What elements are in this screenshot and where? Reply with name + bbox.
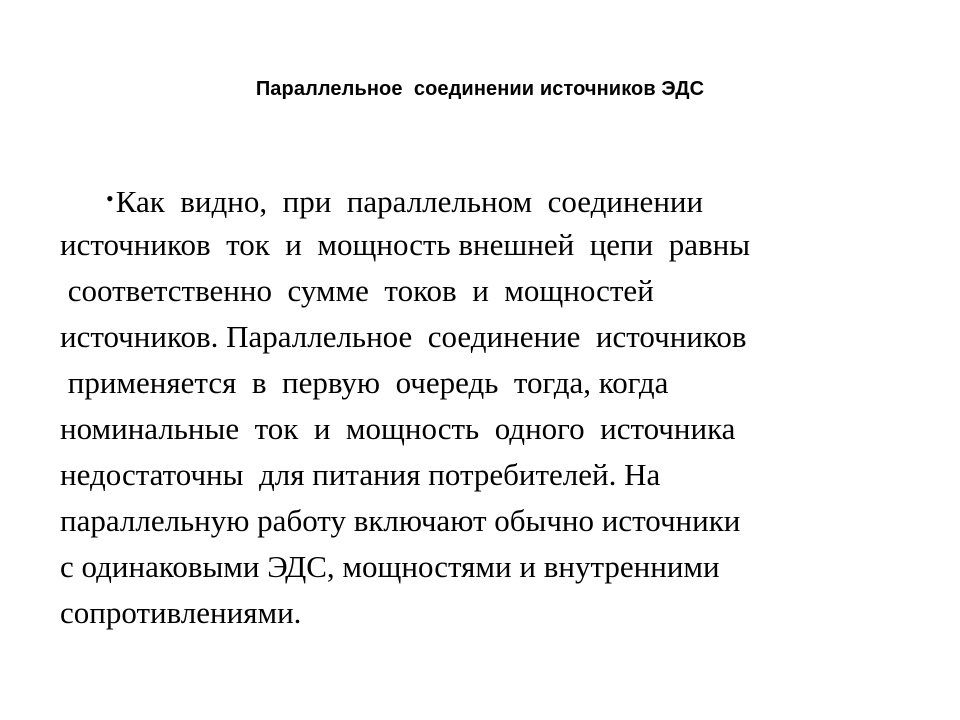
paragraph-line-2: источников ток и мощность внешней цепи равны [60,227,751,262]
paragraph-line-text: Как видно, при параллельном соединении [115,184,704,219]
bullet-icon: • [106,186,114,211]
paragraph-line-9: с одинаковыми ЭДС, мощностями и внутренними [60,549,720,584]
paragraph-line-1 [60,176,920,222]
paragraph-line-3: соответственно сумме токов и мощностей [60,273,654,308]
slide-title: Параллельное соединении источников ЭДС [255,78,705,100]
paragraph-line-10: сопротивлениями. [60,595,302,630]
paragraph-line-4: источников. Параллельное соединение источников [60,319,747,354]
paragraph-line-6: номинальные ток и мощность одного источника [60,411,736,446]
paragraph-line-7: недостаточны для питания потребителей. На [60,457,661,492]
paragraph-line-5: применяется в первую очередь тогда, когда [60,365,669,400]
bullet-paragraph [60,176,920,636]
paragraph-line-8: параллельную работу включают обычно источники [60,503,741,538]
